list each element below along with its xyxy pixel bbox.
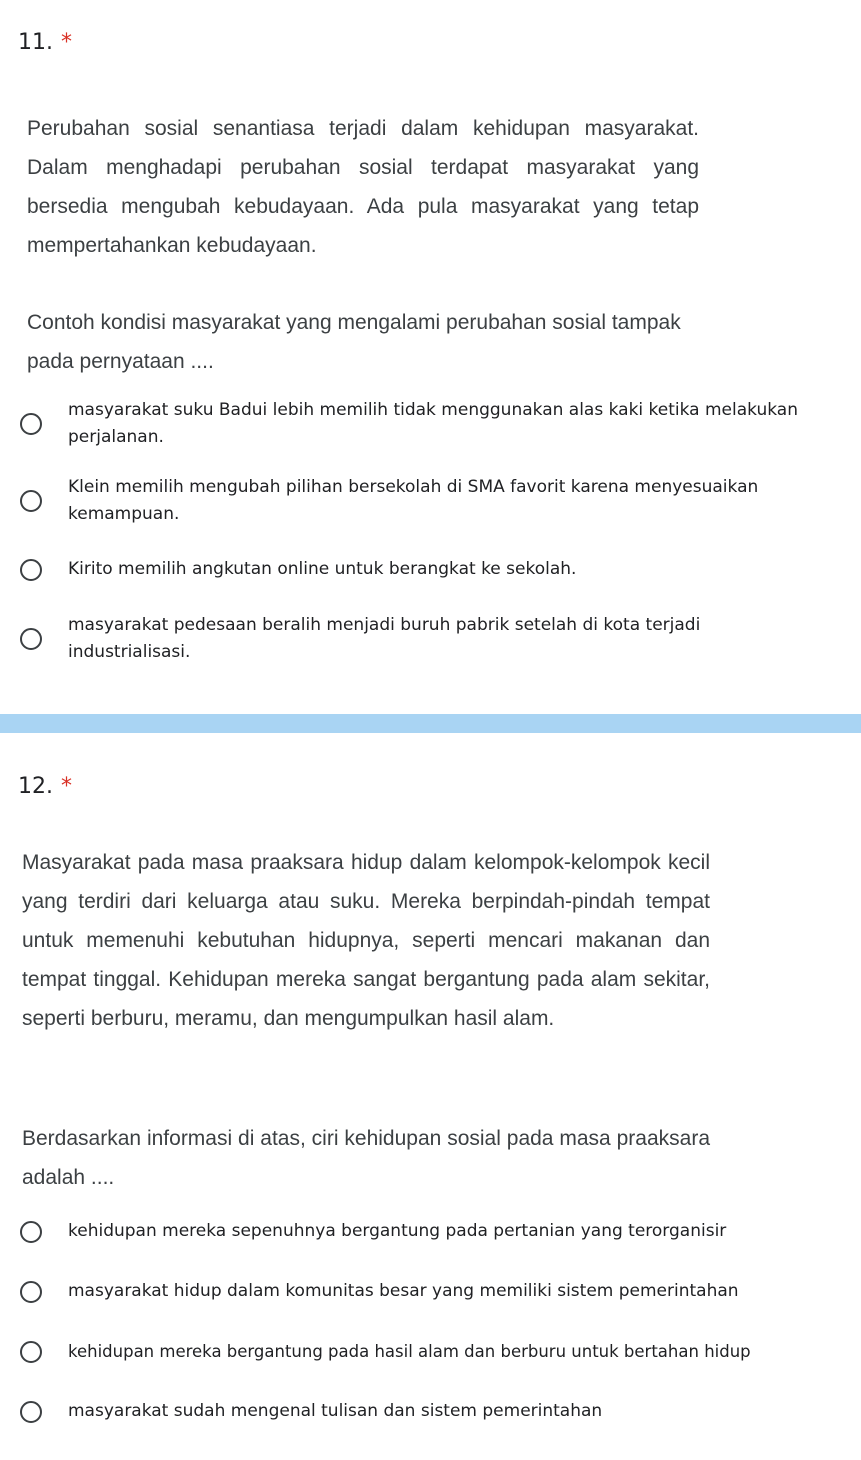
question-11-prompt: Contoh kondisi masyarakat yang mengalami perubahan sosial tampak pada pernyataan ....: [27, 311, 681, 373]
option-label: Klein memilih mengubah pilihan bersekolah di SMA favorit karena menyesuaikan kemampuan.: [68, 477, 759, 524]
radio-button[interactable]: [20, 1281, 42, 1303]
radio-button[interactable]: [20, 628, 42, 650]
option-12-a[interactable]: [20, 1218, 861, 1245]
question-12-header: [18, 774, 72, 799]
question-12-prompt: Berdasarkan informasi di atas, ciri kehidupan sosial pada masa praaksara adalah ....: [22, 1127, 710, 1189]
option-11-b[interactable]: [20, 474, 861, 528]
option-12-c[interactable]: [20, 1338, 861, 1365]
required-asterisk: *: [61, 30, 72, 55]
option-11-d[interactable]: [20, 612, 861, 666]
section-divider: [0, 714, 861, 733]
radio-button[interactable]: [20, 1401, 42, 1423]
radio-button[interactable]: [20, 559, 42, 581]
question-number: 12.: [18, 774, 53, 799]
option-label: kehidupan mereka bergantung pada hasil alam dan berburu untuk bertahan hidup: [68, 1342, 751, 1361]
option-12-b[interactable]: [20, 1278, 861, 1305]
option-12-d[interactable]: [20, 1398, 861, 1425]
option-label: masyarakat pedesaan beralih menjadi buruh pabrik setelah di kota terjadi industrialisasi.: [68, 615, 701, 662]
option-label: masyarakat sudah mengenal tulisan dan sistem pemerintahan: [68, 1401, 603, 1421]
radio-button[interactable]: [20, 490, 42, 512]
radio-button[interactable]: [20, 1221, 42, 1243]
required-asterisk: *: [61, 774, 72, 799]
question-12-passage: Masyarakat pada masa praaksara hidup dalam kelompok-kelompok kecil yang terdiri dari keluarga atau suku. Mereka berpindah-pindah tempat untuk memenuhi kebutuhan hidupnya, seperti mencari makanan dan tempat tinggal. Kehidupan mereka sangat bergantung pada alam sekitar, seperti berburu, meramu, dan mengumpulkan hasil alam.: [22, 851, 710, 1030]
option-11-c[interactable]: [20, 556, 861, 583]
question-11-header: [18, 30, 72, 55]
question-number: 11.: [18, 30, 53, 55]
radio-button[interactable]: [20, 1341, 42, 1363]
option-label: kehidupan mereka sepenuhnya bergantung pada pertanian yang terorganisir: [68, 1221, 727, 1241]
option-label: Kirito memilih angkutan online untuk berangkat ke sekolah.: [68, 559, 577, 579]
question-11-passage: Perubahan sosial senantiasa terjadi dalam kehidupan masyarakat. Dalam menghadapi perubahan sosial terdapat masyarakat yang bersedia mengubah kebudayaan. Ada pula masyarakat yang tetap mempertahankan kebudayaan.: [27, 117, 699, 257]
option-label: masyarakat hidup dalam komunitas besar yang memiliki sistem pemerintahan: [68, 1281, 739, 1301]
radio-button[interactable]: [20, 413, 42, 435]
option-label: masyarakat suku Badui lebih memilih tidak menggunakan alas kaki ketika melakukan perjalanan.: [68, 400, 798, 447]
option-11-a[interactable]: [20, 397, 861, 451]
